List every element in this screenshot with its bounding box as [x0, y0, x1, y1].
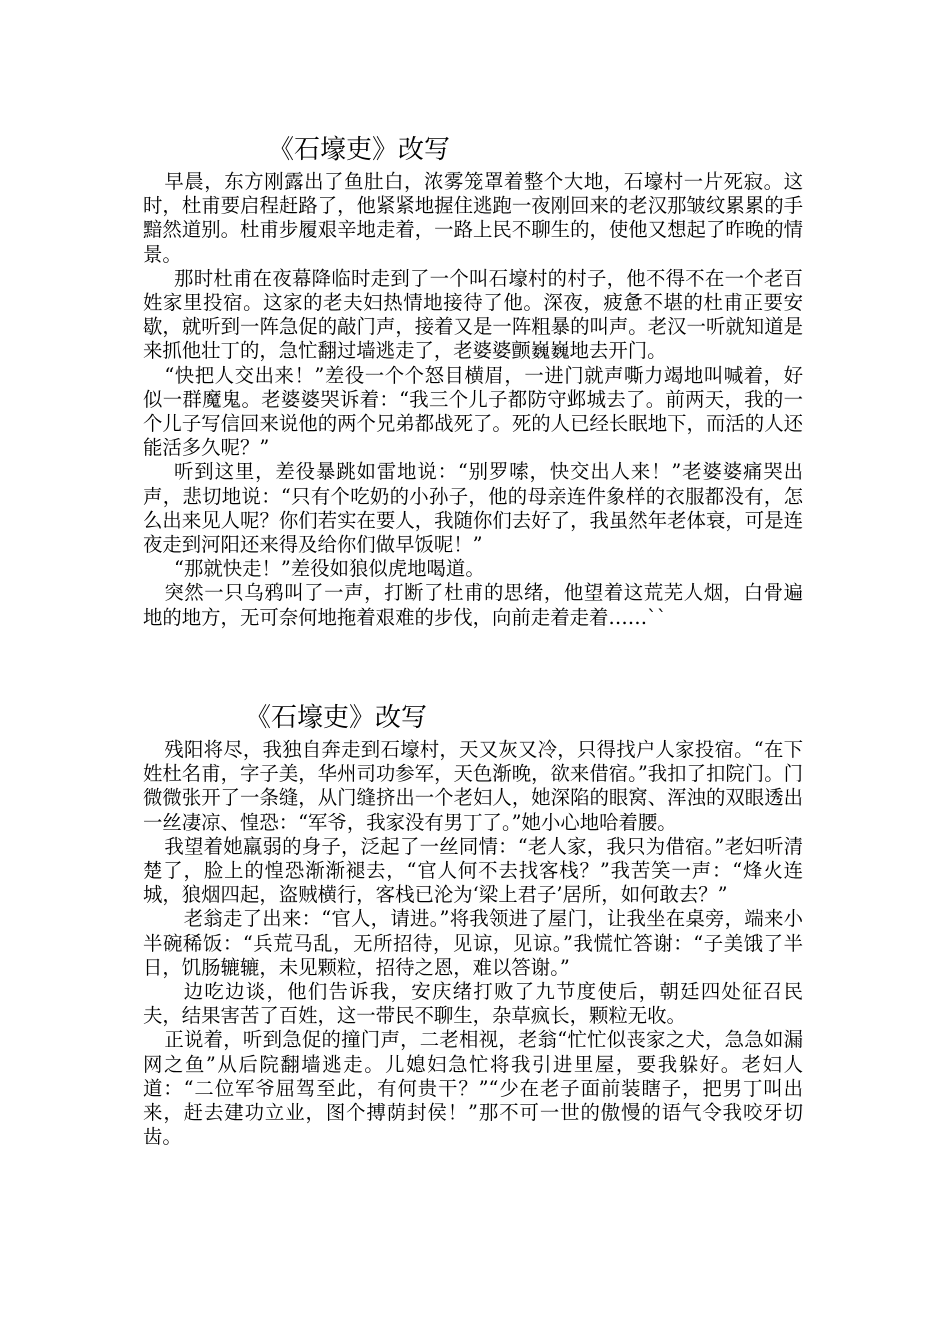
article-1-paragraph-2: 那时杜甫在夜幕降临时走到了一个叫石壕村的村子，他不得不在一个老百姓家里投宿。这家的老夫妇热情地接待了他。深夜，疲惫不堪的杜甫正要安歇，就听到一阵急促的敲门声，接着又是一阵粗暴的叫声。老汉一听就知道是来抓他壮丁的，急忙翻过墙逃走了，老婆婆颤巍巍地去开门。 — [143, 266, 803, 363]
article-2-paragraph-2: 我望着她羸弱的身子，泛起了一丝同情：“老人家，我只为借宿。”老妇听清楚了，脸上的惶恐渐渐褪去，“官人何不去找客栈？”我苦笑一声：“烽火连城，狼烟四起，盗贼横行，客栈已沦为‘梁上君子’居所，如何敢去？” — [143, 834, 803, 907]
article-2-paragraph-5: 正说着，听到急促的撞门声，二老相视，老翁“忙忙似丧家之犬，急急如漏网之鱼”从后院翻墙逃走。儿媳妇急忙将我引进里屋，要我躲好。老妇人道：“二位军爷屈驾至此，有何贵干？”“少在老子面前装瞎子，把男丁叫出来，赶去建功立业，图个搏荫封侯！”那不可一世的傲慢的语气令我咬牙切齿。 — [143, 1028, 803, 1149]
article-1-paragraph-1: 早晨，东方刚露出了鱼肚白，浓雾笼罩着整个大地，石壕村一片死寂。这时，杜甫要启程赶路了，他紧紧地握住逃跑一夜刚回来的老汉那皱纹累累的手黯然道别。杜甫步履艰辛地走着，一路上民不聊生的，使他又想起了昨晚的情景。 — [143, 170, 803, 266]
article-1-title: 《石壕吏》改写 — [268, 135, 451, 165]
article-1-paragraph-4: 听到这里，差役暴跳如雷地说：“别罗嗦，快交出人来！”老婆婆痛哭出声，悲切地说：“只有个吃奶的小孙子，他的母亲连件象样的衣服都没有，怎么出来见人呢？你们若实在要人，我随你们去好了，我虽然年老体衰，可是连夜走到河阳还来得及给你们做早饭呢！” — [143, 460, 803, 557]
article-2-paragraph-3: 老翁走了出来：“官人，请进。”将我领进了屋门，让我坐在桌旁，端来小半碗稀饭：“兵荒马乱，无所招待，见谅，见谅。”我慌忙答谢：“子美饿了半日，饥肠辘辘，未见颗粒，招待之恩，难以答谢。” — [143, 907, 803, 979]
article-2-title: 《石壕吏》改写 — [245, 703, 428, 733]
article-2-paragraph-1: 残阳将尽，我独自奔走到石壕村，天又灰又冷，只得找户人家投宿。“在下姓杜名甫，字子美，华州司功参军，天色渐晚，欲来借宿。”我扣了扣院门。门微微张开了一条缝，从门缝挤出一个老妇人，她深陷的眼窝、浑浊的双眼透出一丝凄凉、惶恐：“军爷，我家没有男丁了。”她小心地哈着腰。 — [143, 738, 803, 834]
article-1 — [143, 132, 803, 630]
article-1-paragraph-5: “那就快走！”差役如狼似虎地喝道。 — [174, 557, 485, 581]
article-2 — [143, 700, 803, 1149]
article-2-paragraph-4: 边吃边谈，他们告诉我，安庆绪打败了九节度使后，朝廷四处征召民夫，结果害苦了百姓，这一带民不聊生，杂草疯长，颗粒无收。 — [143, 980, 803, 1028]
article-1-paragraph-6: 突然一只乌鸦叫了一声，打断了杜甫的思绪，他望着这荒芜人烟，白骨遍地的地方，无可奈何地拖着艰难的步伐，向前走着走着……`` — [143, 581, 803, 629]
article-1-paragraph-3: “快把人交出来！”差役一个个怒目横眉，一进门就声嘶力竭地叫喊着，好似一群魔鬼。老婆婆哭诉着：“我三个儿子都防守邺城去了。前两天，我的一个儿子写信回来说他的两个兄弟都战死了。死的人已经长眠地下，而活的人还能活多久呢？” — [143, 363, 803, 460]
